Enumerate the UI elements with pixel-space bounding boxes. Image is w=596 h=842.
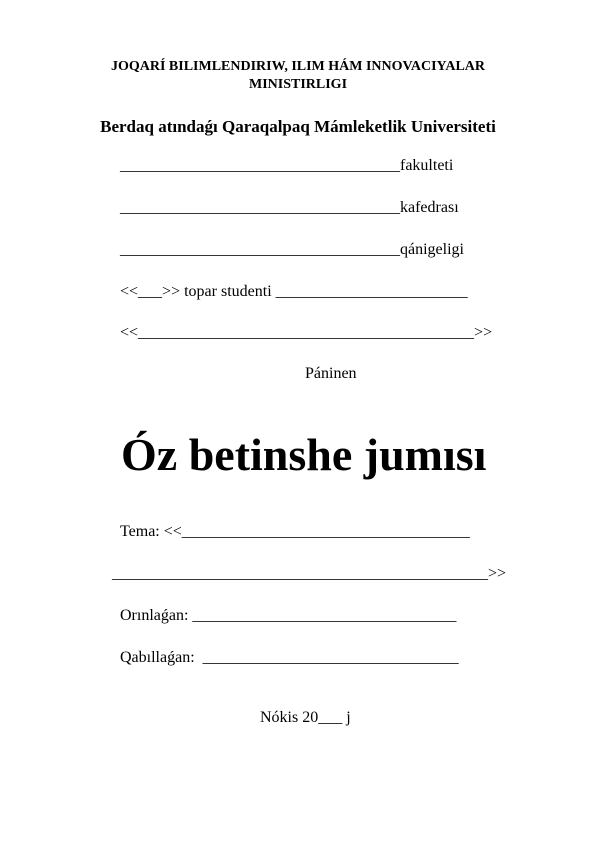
ministry-line-2: MINISTIRLIGI [248,77,348,92]
department-field: ___________________________________kafedrası [120,199,459,216]
ministry-line-1: JOQARÍ BILIMLENDIRIW, ILIM HÁM INNOVACIYALAR [110,59,486,74]
university-name: Berdaq atındaǵı Qaraqalpaq Mámleketlik Universiteti [100,117,496,136]
student-name-field: <<__________________________________________>> [120,324,493,341]
topic-line-2: _______________________________________________>> [112,565,507,582]
subject-label: Páninen [305,365,357,382]
performed-by-field: Orınlaǵan: _________________________________ [120,607,457,624]
topic-line-1: Tema: <<____________________________________ [120,523,470,540]
specialty-field: ___________________________________qánigeligi [120,241,464,258]
work-title: Óz betinshe jumısı [121,429,487,480]
city-year: Nókis 20___ j [260,709,351,726]
accepted-by-field: Qabıllaǵan: ________________________________ [120,649,459,666]
faculty-field: ___________________________________fakulteti [120,157,454,174]
group-student-field: <<___>> topar studenti ________________________ [120,283,468,300]
